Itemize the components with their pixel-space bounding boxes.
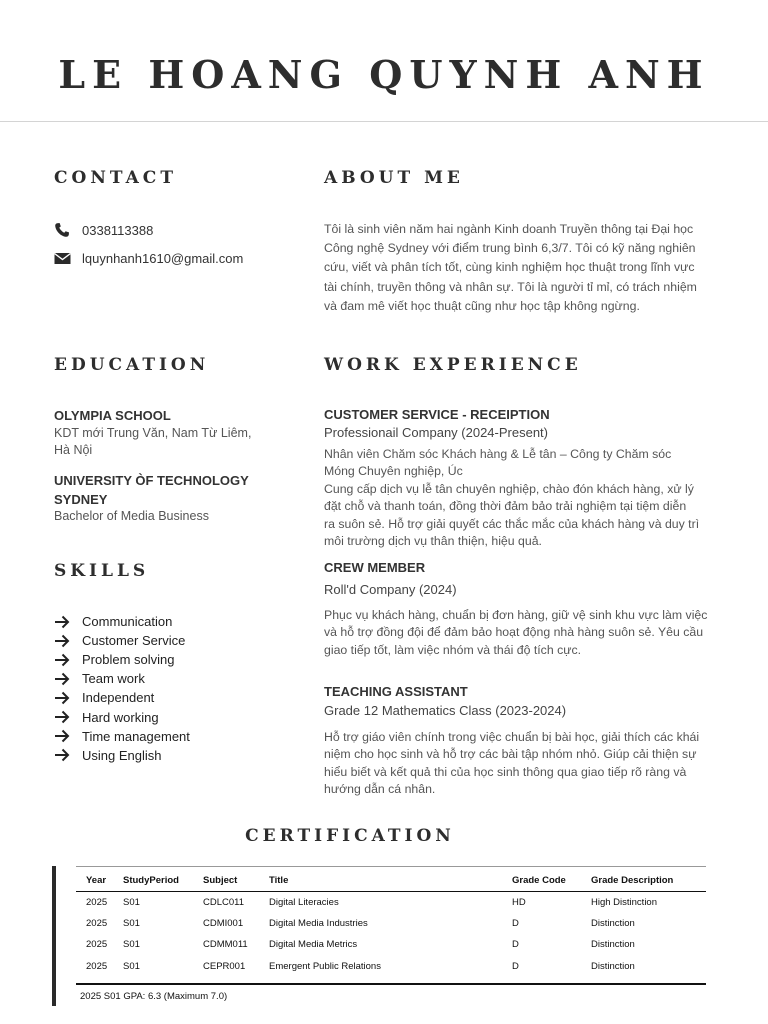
skill-item <box>54 746 190 765</box>
job-company: Grade 12 Mathematics Class (2023-2024) <box>324 703 567 718</box>
table-cell: 2025 <box>86 917 108 929</box>
table-cell: D <box>512 939 519 951</box>
skill-label: Hard working <box>82 709 159 725</box>
column-header: Title <box>259 871 502 891</box>
job-title: TEACHING ASSISTANT <box>324 684 468 699</box>
university-degree: Bachelor of Media Business <box>54 509 209 523</box>
about-line: Tôi là sinh viên năm hai ngành Kinh doanh Truyền thông tại Đại học <box>324 222 694 236</box>
school-detail-line: Hà Nội <box>54 443 93 457</box>
arrow-right-icon <box>54 672 74 686</box>
about-line: tài chính, truyền thông và nhân sự. Tôi là người tỉ mỉ, có trách nhiệm <box>324 279 697 294</box>
table-cell: CDMI001 <box>203 917 244 929</box>
transcript-excerpt <box>52 866 708 1008</box>
job-line: ra suôn sẻ. Hỗ trợ giải quyết các thắc mắc của khách hàng và duy trì <box>324 516 700 531</box>
job-line: đặt chỗ và thanh toán, đồng thời đảm bảo trải nghiệm tại tiệm diễn <box>324 499 687 514</box>
phone-icon <box>54 222 72 238</box>
transcript-top-rule <box>76 866 706 867</box>
job-line: và hỗ trợ đồng đội để đảm bảo hoạt động nhà hàng suôn sẻ. Yêu cầu <box>324 625 704 640</box>
skill-label: Problem solving <box>82 652 175 668</box>
table-cell: D <box>512 917 519 929</box>
education-heading: EDUCATION <box>54 355 210 375</box>
table-header-row <box>76 871 706 891</box>
table-cell: CDMM011 <box>203 939 248 951</box>
table-cell: CEPR001 <box>203 960 246 972</box>
table-row <box>76 934 706 956</box>
skill-item <box>54 669 190 688</box>
resume-name: LE HOANG QUYNH ANH <box>58 52 710 97</box>
skill-item <box>54 650 190 669</box>
transcript-bottom-rule <box>76 983 706 985</box>
table-cell: CDLC011 <box>203 896 245 908</box>
table-cell: S01 <box>123 917 140 929</box>
table-cell: Digital Media Industries <box>269 917 368 929</box>
job-line: Móng Chuyên nghiệp, Úc <box>324 464 463 479</box>
job-line: giao tiếp tốt, làm việc nhóm và thái độ tích cực. <box>324 642 582 657</box>
about-line: Công nghệ Sydney với điểm trung bình 6,3/7. Tôi có kỹ năng nghiên <box>324 241 696 256</box>
job-description <box>324 446 716 550</box>
job-line: Phục vụ khách hàng, chuẩn bị đơn hàng, giữ vệ sinh khu vực làm việc <box>324 608 708 622</box>
table-cell: 2025 <box>86 960 108 972</box>
work-heading: WORK EXPERIENCE <box>324 355 582 375</box>
table-cell: 2025 <box>86 896 108 908</box>
about-text <box>324 220 724 316</box>
skill-label: Communication <box>82 614 173 630</box>
university-name <box>54 471 249 509</box>
table-cell: 2025 <box>86 939 108 951</box>
table-cell: S01 <box>123 939 140 951</box>
skills-heading: SKILLS <box>54 561 150 581</box>
transcript-left-bar <box>52 866 56 1006</box>
skill-item <box>54 707 190 726</box>
skill-item <box>54 612 190 631</box>
transcript-table <box>76 871 706 977</box>
table-cell: HD <box>512 896 526 908</box>
table-cell: High Distinction <box>591 896 657 908</box>
job-company: Professionail Company (2024-Present) <box>324 425 548 440</box>
table-row <box>76 956 706 978</box>
school-name: OLYMPIA SCHOOL <box>54 408 171 423</box>
university-name-line: SYDNEY <box>54 492 108 507</box>
table-cell: D <box>512 960 519 972</box>
about-line: cứu, viết và phân tích tốt, cùng kinh nghiệm học thuật trong lĩnh vực <box>324 260 695 275</box>
skill-label: Time management <box>82 728 190 744</box>
table-cell: Digital Literacies <box>269 896 339 908</box>
arrow-right-icon <box>54 691 74 705</box>
skill-label: Team work <box>82 671 145 687</box>
arrow-right-icon <box>54 653 74 667</box>
arrow-right-icon <box>54 615 74 629</box>
column-header: Year <box>76 871 113 891</box>
header-divider <box>0 121 768 122</box>
contact-phone: 0338113388 <box>82 222 154 238</box>
skill-item <box>54 727 190 746</box>
certification-heading: CERTIFICATION <box>245 826 455 846</box>
column-header: StudyPeriod <box>113 871 193 891</box>
table-cell: Distinction <box>591 917 635 929</box>
column-header: Grade Description <box>581 871 706 891</box>
table-row <box>76 913 706 935</box>
job-line: môi trường dịch vụ thân thiện, hiệu quả. <box>324 534 542 549</box>
contact-email-row <box>54 250 243 266</box>
university-name-line: UNIVERSITY ÒF TECHNOLOGY <box>54 473 249 488</box>
table-cell: S01 <box>123 960 140 972</box>
table-cell: Distinction <box>591 939 635 951</box>
arrow-right-icon <box>54 634 74 648</box>
job-title: CUSTOMER SERVICE - RECEIPTION <box>324 407 550 422</box>
job-line: Hỗ trợ giáo viên chính trong việc chuẩn bị bài học, giải thích các khái <box>324 730 700 744</box>
about-line: và đam mê viết học thuật cũng như học tập không ngừng. <box>324 298 640 313</box>
school-detail <box>54 425 274 459</box>
job-title: CREW MEMBER <box>324 560 426 575</box>
skill-label: Using English <box>82 747 162 763</box>
arrow-right-icon <box>54 710 74 724</box>
gpa-summary: 2025 S01 GPA: 6.3 (Maximum 7.0) <box>80 991 228 1002</box>
job-company: Roll'd Company (2024) <box>324 582 457 597</box>
job-line: Cung cấp dịch vụ lễ tân chuyên nghiệp, chào đón khách hàng, xử lý <box>324 481 694 496</box>
skill-label: Customer Service <box>82 633 186 649</box>
contact-phone-row <box>54 222 153 238</box>
school-detail-line: KDT mới Trung Văn, Nam Từ Liêm, <box>54 426 252 440</box>
contact-heading: CONTACT <box>54 168 177 188</box>
table-cell: Emergent Public Relations <box>269 960 381 972</box>
job-description <box>324 607 716 659</box>
skill-item <box>54 688 190 707</box>
job-line: hướng dẫn cá nhân. <box>324 782 436 797</box>
envelope-icon <box>54 250 72 266</box>
job-line: niệm cho học sinh và hỗ trợ các bài tập nhóm nhỏ. Giúp cải thiện sự <box>324 747 697 762</box>
contact-email: lquynhanh1610@gmail.com <box>82 250 244 266</box>
column-header: Grade Code <box>502 871 581 891</box>
about-heading: ABOUT ME <box>324 168 464 188</box>
arrow-right-icon <box>54 729 74 743</box>
table-cell: Distinction <box>591 960 635 972</box>
skills-list <box>54 612 190 765</box>
job-line: Nhân viên Chăm sóc Khách hàng & Lễ tân – Công ty Chăm sóc <box>324 447 672 461</box>
table-row <box>76 891 706 913</box>
job-line: hiểu biết và kết quả thi của học sinh thông qua giao tiếp rõ ràng và <box>324 764 687 779</box>
arrow-right-icon <box>54 748 74 762</box>
column-header: Subject <box>193 871 259 891</box>
job-description <box>324 729 716 799</box>
skill-label: Independent <box>82 690 155 706</box>
table-cell: S01 <box>123 896 140 908</box>
table-cell: Digital Media Metrics <box>269 939 358 951</box>
skill-item <box>54 631 190 650</box>
